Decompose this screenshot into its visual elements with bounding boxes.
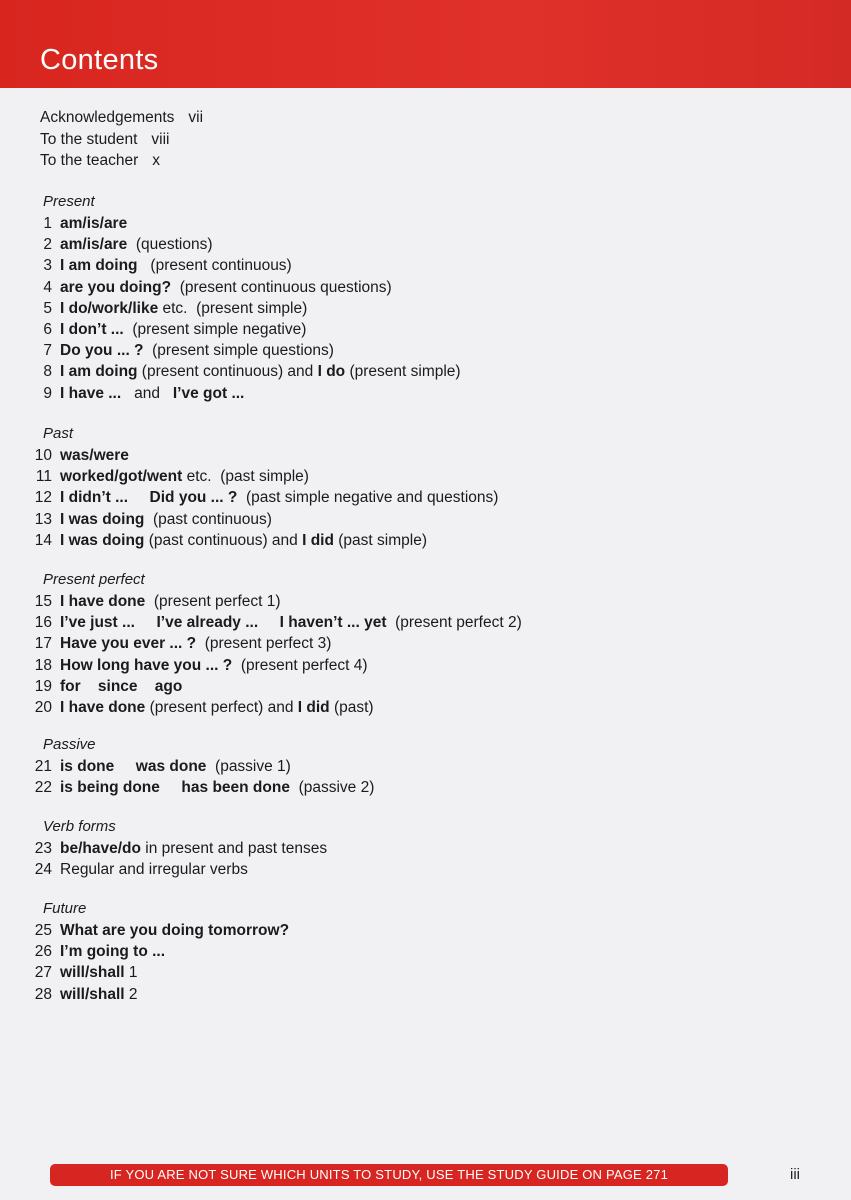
unit-topic: I did bbox=[302, 531, 334, 549]
unit-topic: How long have you ... ? bbox=[60, 656, 233, 674]
unit-topic: am/is/are bbox=[60, 215, 128, 232]
unit-description: and bbox=[121, 384, 173, 402]
unit-entry[interactable] bbox=[0, 941, 165, 962]
unit-topic: I do bbox=[317, 363, 346, 381]
unit-entry[interactable] bbox=[0, 591, 281, 612]
unit-description: (present perfect 3) bbox=[196, 635, 332, 653]
unit-entry[interactable] bbox=[0, 383, 244, 404]
unit-entry[interactable] bbox=[0, 984, 138, 1005]
unit-topic: I didn’t ... Did you ... ? bbox=[60, 489, 238, 507]
unit-topic: I do/work/like bbox=[60, 299, 159, 317]
unit-topic: is being done has been done bbox=[60, 779, 290, 797]
front-matter-page: x bbox=[152, 152, 160, 169]
unit-topic: was/were bbox=[60, 447, 129, 464]
unit-number: 27 bbox=[34, 964, 52, 982]
unit-number: 23 bbox=[34, 840, 52, 857]
unit-number: 9 bbox=[43, 384, 52, 402]
unit-description: (passive 2) bbox=[289, 779, 375, 797]
unit-topic: I am doing bbox=[60, 363, 138, 381]
unit-number: 28 bbox=[34, 985, 52, 1003]
unit-number: 19 bbox=[34, 677, 52, 695]
unit-entry[interactable] bbox=[0, 859, 248, 880]
unit-number: 1 bbox=[43, 215, 52, 232]
unit-description: (past) bbox=[329, 699, 374, 716]
unit-number: 16 bbox=[34, 614, 52, 632]
front-matter-item bbox=[40, 129, 203, 151]
unit-entry[interactable] bbox=[0, 319, 306, 340]
unit-number: 24 bbox=[34, 861, 52, 879]
unit-number: 14 bbox=[34, 531, 52, 549]
unit-entry[interactable] bbox=[0, 777, 374, 798]
unit-entry[interactable] bbox=[0, 466, 309, 487]
unit-description: (past continuous) bbox=[144, 510, 272, 528]
unit-entry[interactable] bbox=[0, 633, 331, 654]
unit-topic: I’m going to ... bbox=[60, 943, 166, 961]
unit-topic: I’ve just ... I’ve already ... I haven’t ... yet bbox=[60, 614, 387, 632]
unit-topic: am/is/are bbox=[60, 236, 128, 254]
unit-topic: I was doing bbox=[60, 531, 145, 549]
unit-topic: I have done bbox=[60, 699, 146, 716]
unit-number: 25 bbox=[34, 922, 52, 939]
unit-number: 12 bbox=[34, 489, 52, 507]
study-guide-text: IF YOU ARE NOT SURE WHICH UNITS TO STUDY, USE THE STUDY GUIDE ON PAGE 271 bbox=[109, 1167, 669, 1182]
front-matter-label: To the student bbox=[40, 130, 138, 148]
study-guide-banner bbox=[50, 1164, 728, 1186]
unit-entry[interactable] bbox=[0, 234, 213, 255]
unit-number: 2 bbox=[43, 236, 52, 254]
front-matter-page: vii bbox=[188, 109, 204, 126]
unit-number: 22 bbox=[34, 779, 52, 797]
unit-topic: I have ... bbox=[60, 384, 122, 402]
unit-number: 3 bbox=[43, 257, 52, 275]
unit-description: (present perfect 1) bbox=[145, 593, 281, 610]
unit-entry[interactable] bbox=[0, 676, 182, 697]
unit-number: 20 bbox=[34, 699, 52, 716]
unit-entry[interactable] bbox=[0, 920, 289, 941]
unit-description: (passive 1) bbox=[206, 758, 291, 775]
section-title: Future bbox=[43, 900, 87, 917]
unit-entry[interactable] bbox=[0, 298, 307, 319]
unit-entry[interactable] bbox=[0, 277, 392, 298]
front-matter-list bbox=[40, 107, 203, 172]
unit-entry[interactable] bbox=[0, 612, 522, 633]
unit-topic: will/shall bbox=[60, 964, 125, 982]
unit-description: (questions) bbox=[127, 236, 213, 254]
unit-description: (present perfect 4) bbox=[232, 656, 368, 674]
unit-description: (present simple questions) bbox=[143, 342, 334, 360]
unit-description: (past simple negative and questions) bbox=[237, 489, 499, 507]
unit-entry[interactable] bbox=[0, 530, 427, 551]
section-title: Past bbox=[43, 425, 74, 442]
unit-entry[interactable] bbox=[0, 756, 291, 777]
unit-topic: I am doing bbox=[60, 257, 138, 275]
unit-entry[interactable] bbox=[0, 361, 461, 382]
page-title: Contents bbox=[40, 44, 159, 76]
unit-number: 4 bbox=[43, 278, 52, 296]
section-title: Passive bbox=[43, 736, 96, 753]
unit-description: (present continuous questions) bbox=[171, 278, 392, 296]
unit-number: 15 bbox=[34, 593, 52, 610]
unit-entry[interactable] bbox=[0, 487, 498, 508]
unit-entry[interactable] bbox=[0, 655, 368, 676]
unit-topic: for since ago bbox=[60, 677, 183, 695]
unit-description: 1 bbox=[124, 964, 138, 982]
front-matter-item bbox=[40, 150, 203, 172]
unit-description: (past continuous) and bbox=[144, 531, 303, 549]
unit-topic: are you doing? bbox=[60, 278, 172, 296]
front-matter-label: Acknowledgements bbox=[40, 109, 175, 126]
unit-description: etc. (present simple) bbox=[158, 299, 308, 317]
unit-topic: I did bbox=[297, 699, 330, 716]
unit-number: 10 bbox=[34, 447, 52, 464]
unit-description: (present simple negative) bbox=[123, 321, 307, 338]
unit-topic: I’ve got ... bbox=[172, 384, 245, 402]
unit-description: (past simple) bbox=[333, 531, 427, 549]
section-title: Verb forms bbox=[43, 818, 116, 835]
unit-description: (present perfect) and bbox=[145, 699, 298, 716]
unit-number: 17 bbox=[34, 635, 52, 653]
unit-description: in present and past tenses bbox=[140, 840, 328, 857]
header-band bbox=[0, 0, 851, 88]
unit-description: (present continuous) and bbox=[137, 363, 318, 381]
unit-topic: Have you ever ... ? bbox=[60, 635, 197, 653]
unit-description: etc. (past simple) bbox=[182, 468, 309, 486]
unit-topic: What are you doing tomorrow? bbox=[60, 922, 290, 939]
front-matter-item bbox=[40, 107, 203, 129]
unit-number: 5 bbox=[43, 299, 52, 317]
unit-description: (present continuous) bbox=[137, 257, 292, 275]
unit-entry[interactable] bbox=[0, 509, 272, 530]
unit-number: 11 bbox=[35, 468, 52, 486]
unit-number: 26 bbox=[34, 943, 52, 961]
unit-number: 18 bbox=[34, 656, 52, 674]
unit-description: Regular and irregular verbs bbox=[60, 861, 248, 879]
unit-entry[interactable] bbox=[0, 340, 334, 361]
unit-number: 21 bbox=[34, 758, 52, 775]
unit-topic: worked/got/went bbox=[60, 468, 183, 486]
unit-description: 2 bbox=[124, 985, 138, 1003]
front-matter-label: To the teacher bbox=[40, 152, 139, 169]
unit-number: 7 bbox=[43, 342, 52, 360]
unit-number: 13 bbox=[34, 510, 52, 528]
unit-topic: I have done bbox=[60, 593, 146, 610]
unit-topic: I was doing bbox=[60, 510, 145, 528]
unit-entry[interactable] bbox=[0, 255, 292, 276]
unit-topic: is done was done bbox=[60, 758, 207, 775]
unit-entry[interactable] bbox=[0, 962, 138, 983]
unit-topic: will/shall bbox=[60, 985, 125, 1003]
unit-topic: Do you ... ? bbox=[60, 342, 144, 360]
page-number: iii bbox=[790, 1166, 800, 1183]
front-matter-page: viii bbox=[151, 130, 170, 148]
unit-topic: I don’t ... bbox=[60, 321, 124, 338]
section-title: Present bbox=[43, 193, 95, 210]
section-title: Present perfect bbox=[43, 571, 145, 588]
unit-entry[interactable] bbox=[0, 838, 327, 859]
unit-entry[interactable] bbox=[0, 697, 374, 718]
unit-description: (present perfect 2) bbox=[386, 614, 522, 632]
unit-topic: be/have/do bbox=[60, 840, 141, 857]
unit-number: 8 bbox=[43, 363, 52, 381]
unit-description: (present simple) bbox=[345, 363, 461, 381]
unit-entry[interactable] bbox=[0, 445, 129, 466]
unit-entry[interactable] bbox=[0, 213, 127, 234]
unit-number: 6 bbox=[43, 321, 52, 338]
